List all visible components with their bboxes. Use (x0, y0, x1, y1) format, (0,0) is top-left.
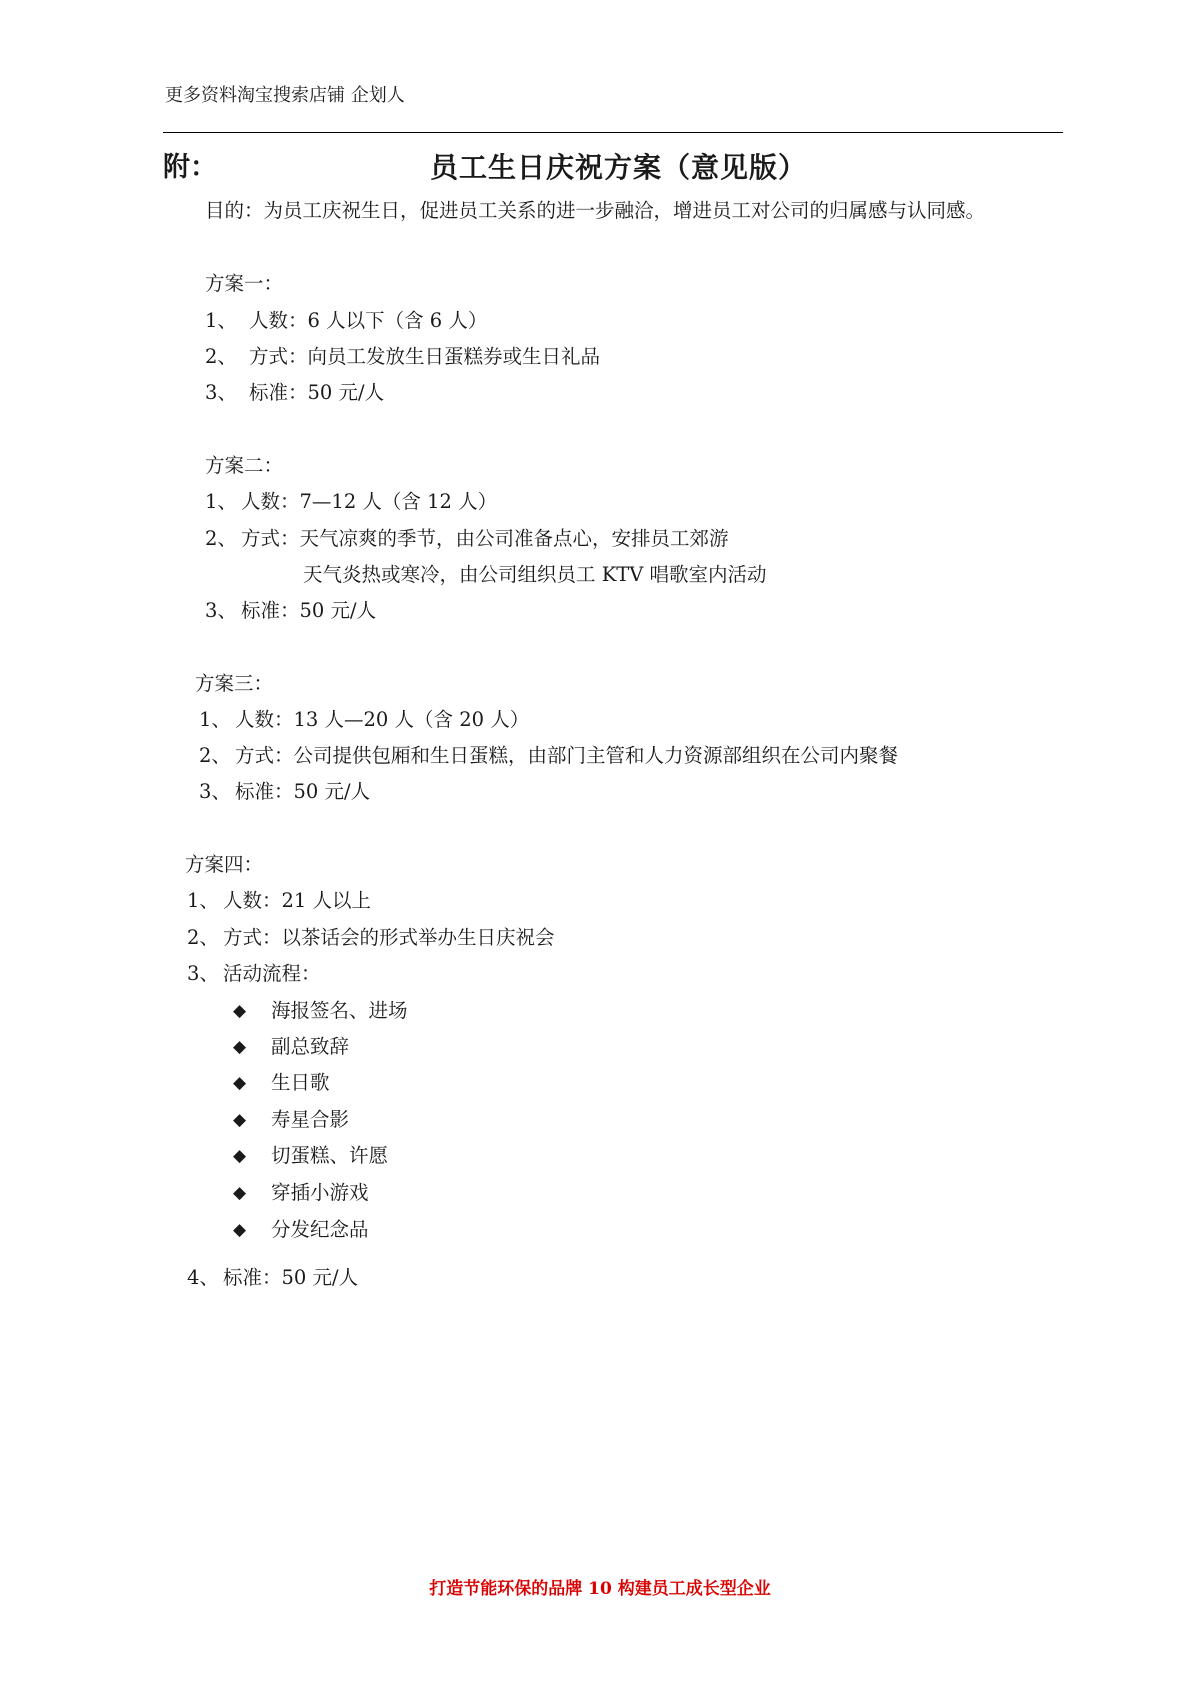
plan1-item-num: 1、 (205, 309, 237, 332)
plan2-item-num: 1、 (205, 490, 237, 513)
plan1-item-num: 3、 (205, 381, 237, 404)
plan2-item-num: 2、 (205, 527, 237, 550)
header-divider (163, 132, 1063, 133)
plan3-item-text: 方式：公司提供包厢和生日蛋糕，由部门主管和人力资源部组织在公司内聚餐 (235, 744, 899, 767)
plan4-heading: 方案四： (185, 853, 264, 876)
plan2-item-text-continued: 天气炎热或寒冷，由公司组织员工 KTV 唱歌室内活动 (303, 563, 767, 586)
plan4-item-num: 4、 (187, 1266, 219, 1289)
diamond-bullet-icon: ◆ (233, 1073, 247, 1093)
flow-item: 分发纪念品 (271, 1218, 369, 1241)
diamond-bullet-icon: ◆ (233, 1037, 247, 1057)
diamond-bullet-icon: ◆ (233, 1183, 247, 1203)
plan1-item-text: 标准：50 元/人 (249, 381, 385, 404)
plan3-item-num: 2、 (199, 744, 231, 767)
plan4-item-num: 3、 (187, 962, 219, 985)
plan3-item-num: 3、 (199, 780, 231, 803)
diamond-bullet-icon: ◆ (233, 1001, 247, 1021)
plan4-item-text: 方式：以茶话会的形式举办生日庆祝会 (223, 926, 555, 949)
flow-item: 切蛋糕、许愿 (271, 1144, 389, 1167)
document-title: 员工生日庆祝方案（意见版） (430, 151, 808, 184)
flow-item: 穿插小游戏 (271, 1181, 369, 1204)
plan3-item-text: 人数：13 人—20 人（含 20 人） (235, 708, 530, 731)
plan1-item-text: 方式：向员工发放生日蛋糕券或生日礼品 (249, 345, 601, 368)
purpose-paragraph: 目的：为员工庆祝生日，促进员工关系的进一步融洽，增进员工对公司的归属感与认同感。 (205, 199, 986, 222)
plan4-item-text: 活动流程： (223, 962, 321, 985)
diamond-bullet-icon: ◆ (233, 1146, 247, 1166)
flow-item: 海报签名、进场 (271, 999, 408, 1022)
plan3-item-text: 标准：50 元/人 (235, 780, 371, 803)
plan2-item-text: 方式：天气凉爽的季节，由公司准备点心，安排员工郊游 (241, 527, 729, 550)
plan1-item-text: 人数：6 人以下（含 6 人） (249, 309, 488, 332)
plan4-item-text: 标准：50 元/人 (223, 1266, 359, 1289)
plan1-item-num: 2、 (205, 345, 237, 368)
page-footer-slogan: 打造节能环保的品牌 10 构建员工成长型企业 (429, 1579, 771, 1599)
plan1-heading: 方案一： (205, 272, 284, 295)
plan2-item-text: 人数：7—12 人（含 12 人） (241, 490, 498, 513)
plan3-item-num: 1、 (199, 708, 231, 731)
plan2-item-num: 3、 (205, 599, 237, 622)
plan3-heading: 方案三： (195, 672, 274, 695)
plan4-item-num: 1、 (187, 889, 219, 912)
flow-item: 寿星合影 (271, 1108, 350, 1131)
attachment-label: 附： (163, 152, 217, 183)
diamond-bullet-icon: ◆ (233, 1220, 247, 1240)
plan2-item-text: 标准：50 元/人 (241, 599, 377, 622)
plan4-item-text: 人数：21 人以上 (223, 889, 372, 912)
plan2-heading: 方案二： (205, 454, 284, 477)
flow-item: 副总致辞 (271, 1035, 350, 1058)
plan4-item-num: 2、 (187, 926, 219, 949)
flow-item: 生日歌 (271, 1071, 330, 1094)
page-header-text: 更多资料淘宝搜索店铺 企划人 (165, 85, 405, 106)
diamond-bullet-icon: ◆ (233, 1110, 247, 1130)
